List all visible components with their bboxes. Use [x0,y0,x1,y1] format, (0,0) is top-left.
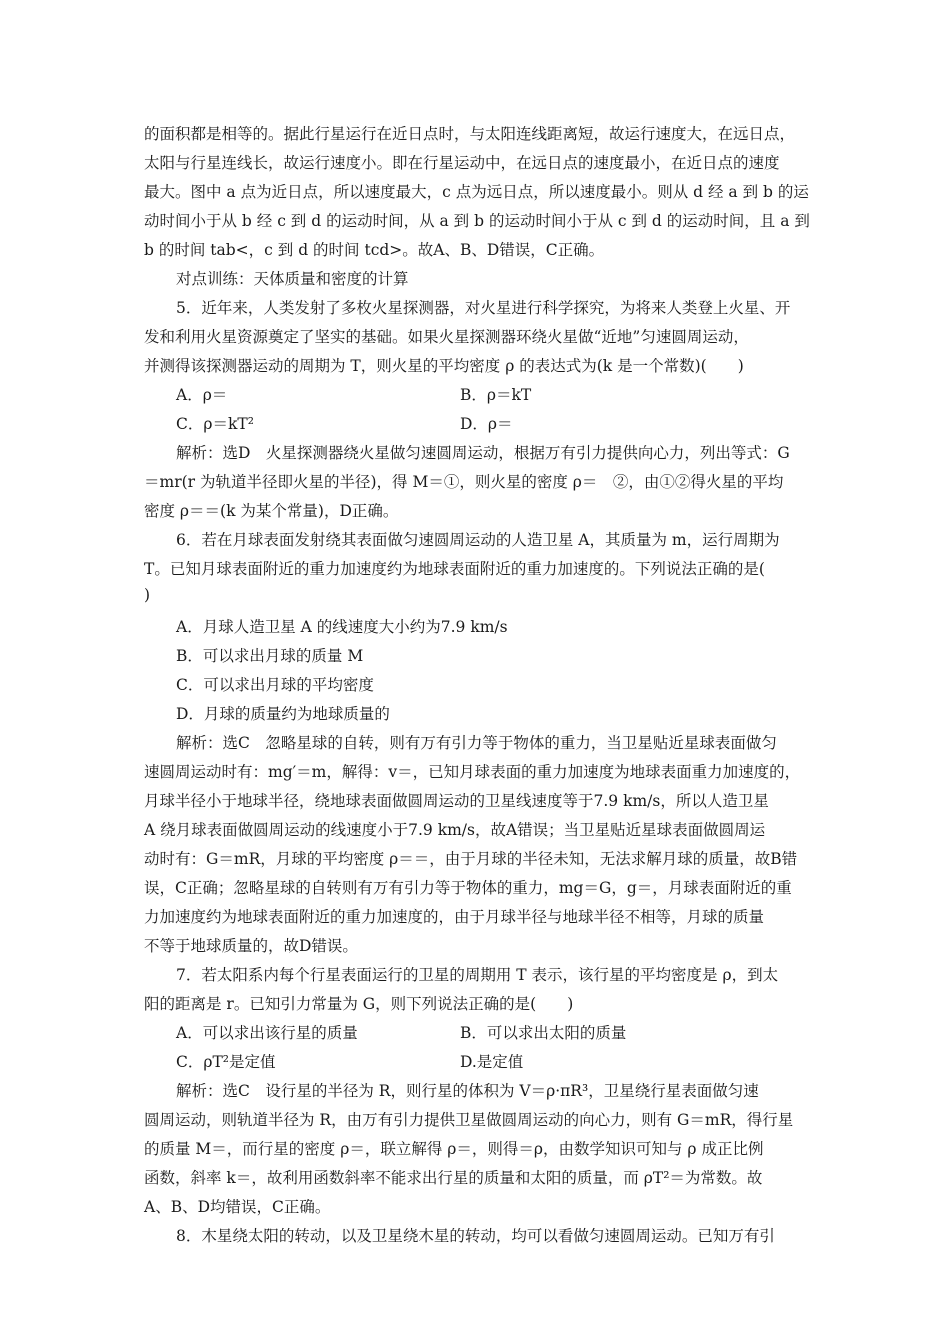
text-line: b 的时间 tab<，c 到 d 的时间 tcd>。故A、B、D错误，C正确。 [144,241,605,259]
question-7: 7．若太阳系内每个行星表面运行的卫星的周期用 T 表示，该行星的平均密度是 ρ，到太 [176,966,779,984]
question-6: 6．若在月球表面发射绕其表面做匀速圆周运动的人造卫星 A，其质量为 m，运行周期为 [176,531,780,549]
text-line: 的面积都是相等的。据此行星运行在近日点时，与太阳连线距离短，故运行速度大，在远日点， [144,125,796,143]
option-a: A．可以求出该行星的质量 [176,1024,358,1042]
solution-5: 解析：选D 火星探测器绕火星做匀速圆周运动，根据万有引力提供向心力，列出等式：G [176,444,790,462]
text-line: 太阳与行星连线长，故运行速度小。即在行星运动中，在远日点的速度最小，在近日点的速度 [144,154,780,172]
solution-6: 解析：选C 忽略星球的自转，则有万有引力等于物体的重力，当卫星贴近星球表面做匀 [176,734,777,752]
question-8: 8．木星绕太阳的转动，以及卫星绕木星的转动，均可以看做匀速圆周运动。已知万有引 [176,1227,775,1245]
option-c: C．可以求出月球的平均密度 [176,676,374,694]
option-b: B．可以求出太阳的质量 [460,1024,627,1042]
text-line: 圆周运动，则轨道半径为 R，由万有引力提供卫星做圆周运动的向心力，则有 G＝mR，得行星 [144,1111,794,1129]
option-b: B．ρ＝kT [460,386,532,404]
text-line: T。已知月球表面附近的重力加速度约为地球表面附近的重力加速度的。下列说法正确的是( [144,560,765,578]
text-line: 动时有：G＝mR，月球的平均密度 ρ＝＝，由于月球的半径未知，无法求解月球的质量，故B错 [144,850,798,868]
option-a: A．ρ＝ [176,386,228,404]
text-line: 函数，斜率 k＝，故利用函数斜率不能求出行星的质量和太阳的质量，而 ρT²＝为常数。故 [144,1169,763,1187]
text-line: 发和利用火星资源奠定了坚实的基础。如果火星探测器环绕火星做“近地”匀速圆周运动， [144,328,749,346]
text-line: 的质量 M＝，而行星的密度 ρ＝，联立解得 ρ＝，则得＝ρ，由数学知识可知与 ρ 成正比例 [144,1140,764,1158]
text-line: A 绕月球表面做圆周运动的线速度小于7.9 km/s，故A错误；当卫星贴近星球表面做圆周运 [144,821,766,839]
text-line: ) [144,586,151,604]
option-d: D．ρ＝ [460,415,513,433]
option-a: A．月球人造卫星 A 的线速度大小约为7.9 km/s [176,618,508,636]
option-d: D．月球的质量约为地球质量的 [176,705,390,723]
text-line: 误，C正确；忽略星球的自转则有万有引力等于物体的重力，mg＝G，g＝，月球表面附近的重 [144,879,792,897]
text-line: 密度 ρ＝＝(k 为某个常量)，D正确。 [144,502,399,520]
text-line: ＝mr(r 为轨道半径即火星的半径)，得 M＝①，则火星的密度 ρ＝ ②，由①②得火星的平均 [144,473,784,491]
text-line: 速圆周运动时有：mg′＝m，解得：v＝，已知月球表面的重力加速度为地球表面重力加速度的， [144,763,801,781]
option-c: C．ρT²是定值 [176,1053,276,1071]
option-d: D.是定值 [460,1053,524,1071]
text-line: 阳的距离是 r。已知引力常量为 G，则下列说法正确的是( ) [144,995,574,1013]
option-b: B．可以求出月球的质量 M [176,647,364,665]
option-c: C．ρ＝kT² [176,415,254,433]
text-line: 动时间小于从 b 经 c 到 d 的运动时间，从 a 到 b 的运动时间小于从 c 到 d 的运动时间，且 a 到 [144,212,810,230]
text-line: 不等于地球质量的，故D错误。 [144,937,358,955]
text-line: 并测得该探测器运动的周期为 T，则火星的平均密度 ρ 的表达式为(k 是一个常数)( ) [144,357,744,375]
text-line: A、B、D均错误，C正确。 [144,1198,331,1216]
text-line: 最大。图中 a 点为近日点，所以速度最大，c 点为远日点，所以速度最小。则从 d 经 a 到 b 的运 [144,183,809,201]
question-5: 5．近年来，人类发射了多枚火星探测器，对火星进行科学探究，为将来人类登上火星、开 [176,299,791,317]
text-line: 力加速度约为地球表面附近的重力加速度的，由于月球半径与地球半径不相等，月球的质量 [144,908,765,926]
text-line: 月球半径小于地球半径，绕地球表面做圆周运动的卫星线速度等于7.9 km/s，所以人造卫星 [144,792,769,810]
solution-7: 解析：选C 设行星的半径为 R，则行星的体积为 V＝ρ·πR³，卫星绕行星表面做匀速 [176,1082,759,1100]
section-heading: 对点训练：天体质量和密度的计算 [176,270,409,288]
